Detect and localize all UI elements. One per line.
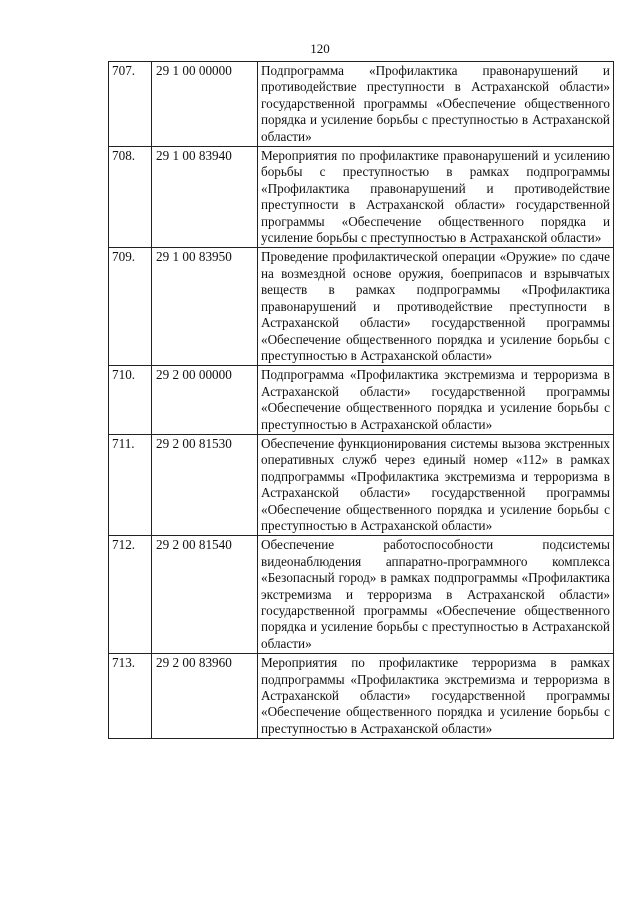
row-description: Мероприятия по профилактике правонарушений и усилению борьбы с преступностью в рамках подпрограммы «Профилактика правонарушений и противодействие преступности в Астраханской области» государственной программы «Обеспечение общественного порядка и усиление борьбы с преступностью в Астраханской области»	[258, 147, 614, 248]
row-description: Обеспечение работоспособности подсистемы видеонаблюдения аппаратно-программного комплекса «Безопасный город» в рамках подпрограммы «Профилактика экстремизма и терроризма в Астраханской области» государственной программы «Обеспечение общественного порядка и усиление борьбы с преступностью в Астраханской области»	[258, 536, 614, 654]
row-number: 712.	[109, 536, 152, 654]
table-row	[109, 654, 614, 739]
table-row	[109, 62, 614, 147]
classification-code: 29 2 00 83960	[152, 654, 258, 739]
classification-code: 29 1 00 83950	[152, 248, 258, 366]
classification-code: 29 2 00 81530	[152, 434, 258, 535]
classification-code: 29 2 00 00000	[152, 366, 258, 435]
table-row	[109, 434, 614, 535]
row-number: 708.	[109, 147, 152, 248]
row-description: Мероприятия по профилактике терроризма в рамках подпрограммы «Профилактика экстремизма и терроризма в Астраханской области» государственной программы «Обеспечение общественного порядка и усиление борьбы с преступностью в Астраханской области»	[258, 654, 614, 739]
classification-code: 29 1 00 00000	[152, 62, 258, 147]
table-row	[109, 248, 614, 366]
row-number: 713.	[109, 654, 152, 739]
page-number: 120	[310, 41, 330, 56]
row-number: 710.	[109, 366, 152, 435]
row-description: Обеспечение функционирования системы вызова экстренных оперативных служб через единый номер «112» в рамках подпрограммы «Профилактика экстремизма и терроризма в Астраханской области» государственной программы «Обеспечение общественного порядка и усиление борьбы с преступностью в Астраханской области»	[258, 434, 614, 535]
budget-classification-table	[108, 61, 614, 739]
row-number: 711.	[109, 434, 152, 535]
table-row	[109, 366, 614, 435]
row-description: Подпрограмма «Профилактика правонарушений и противодействие преступности в Астраханской области» государственной программы «Обеспечение общественного порядка и усиление борьбы с преступностью в Астраханской области»	[258, 62, 614, 147]
classification-code: 29 2 00 81540	[152, 536, 258, 654]
row-number: 707.	[109, 62, 152, 147]
table-row	[109, 536, 614, 654]
row-description: Подпрограмма «Профилактика экстремизма и терроризма в Астраханской области» государственной программы «Обеспечение общественного порядка и усиление борьбы с преступностью в Астраханской области»	[258, 366, 614, 435]
table-row	[109, 147, 614, 248]
classification-code: 29 1 00 83940	[152, 147, 258, 248]
row-number: 709.	[109, 248, 152, 366]
row-description: Проведение профилактической операции «Оружие» по сдаче на возмездной основе оружия, боеприпасов и взрывчатых веществ в рамках подпрограммы «Профилактика правонарушений и противодействие преступности в Астраханской области» государственной программы «Обеспечение общественного порядка и усиление борьбы с преступностью в Астраханской области»	[258, 248, 614, 366]
